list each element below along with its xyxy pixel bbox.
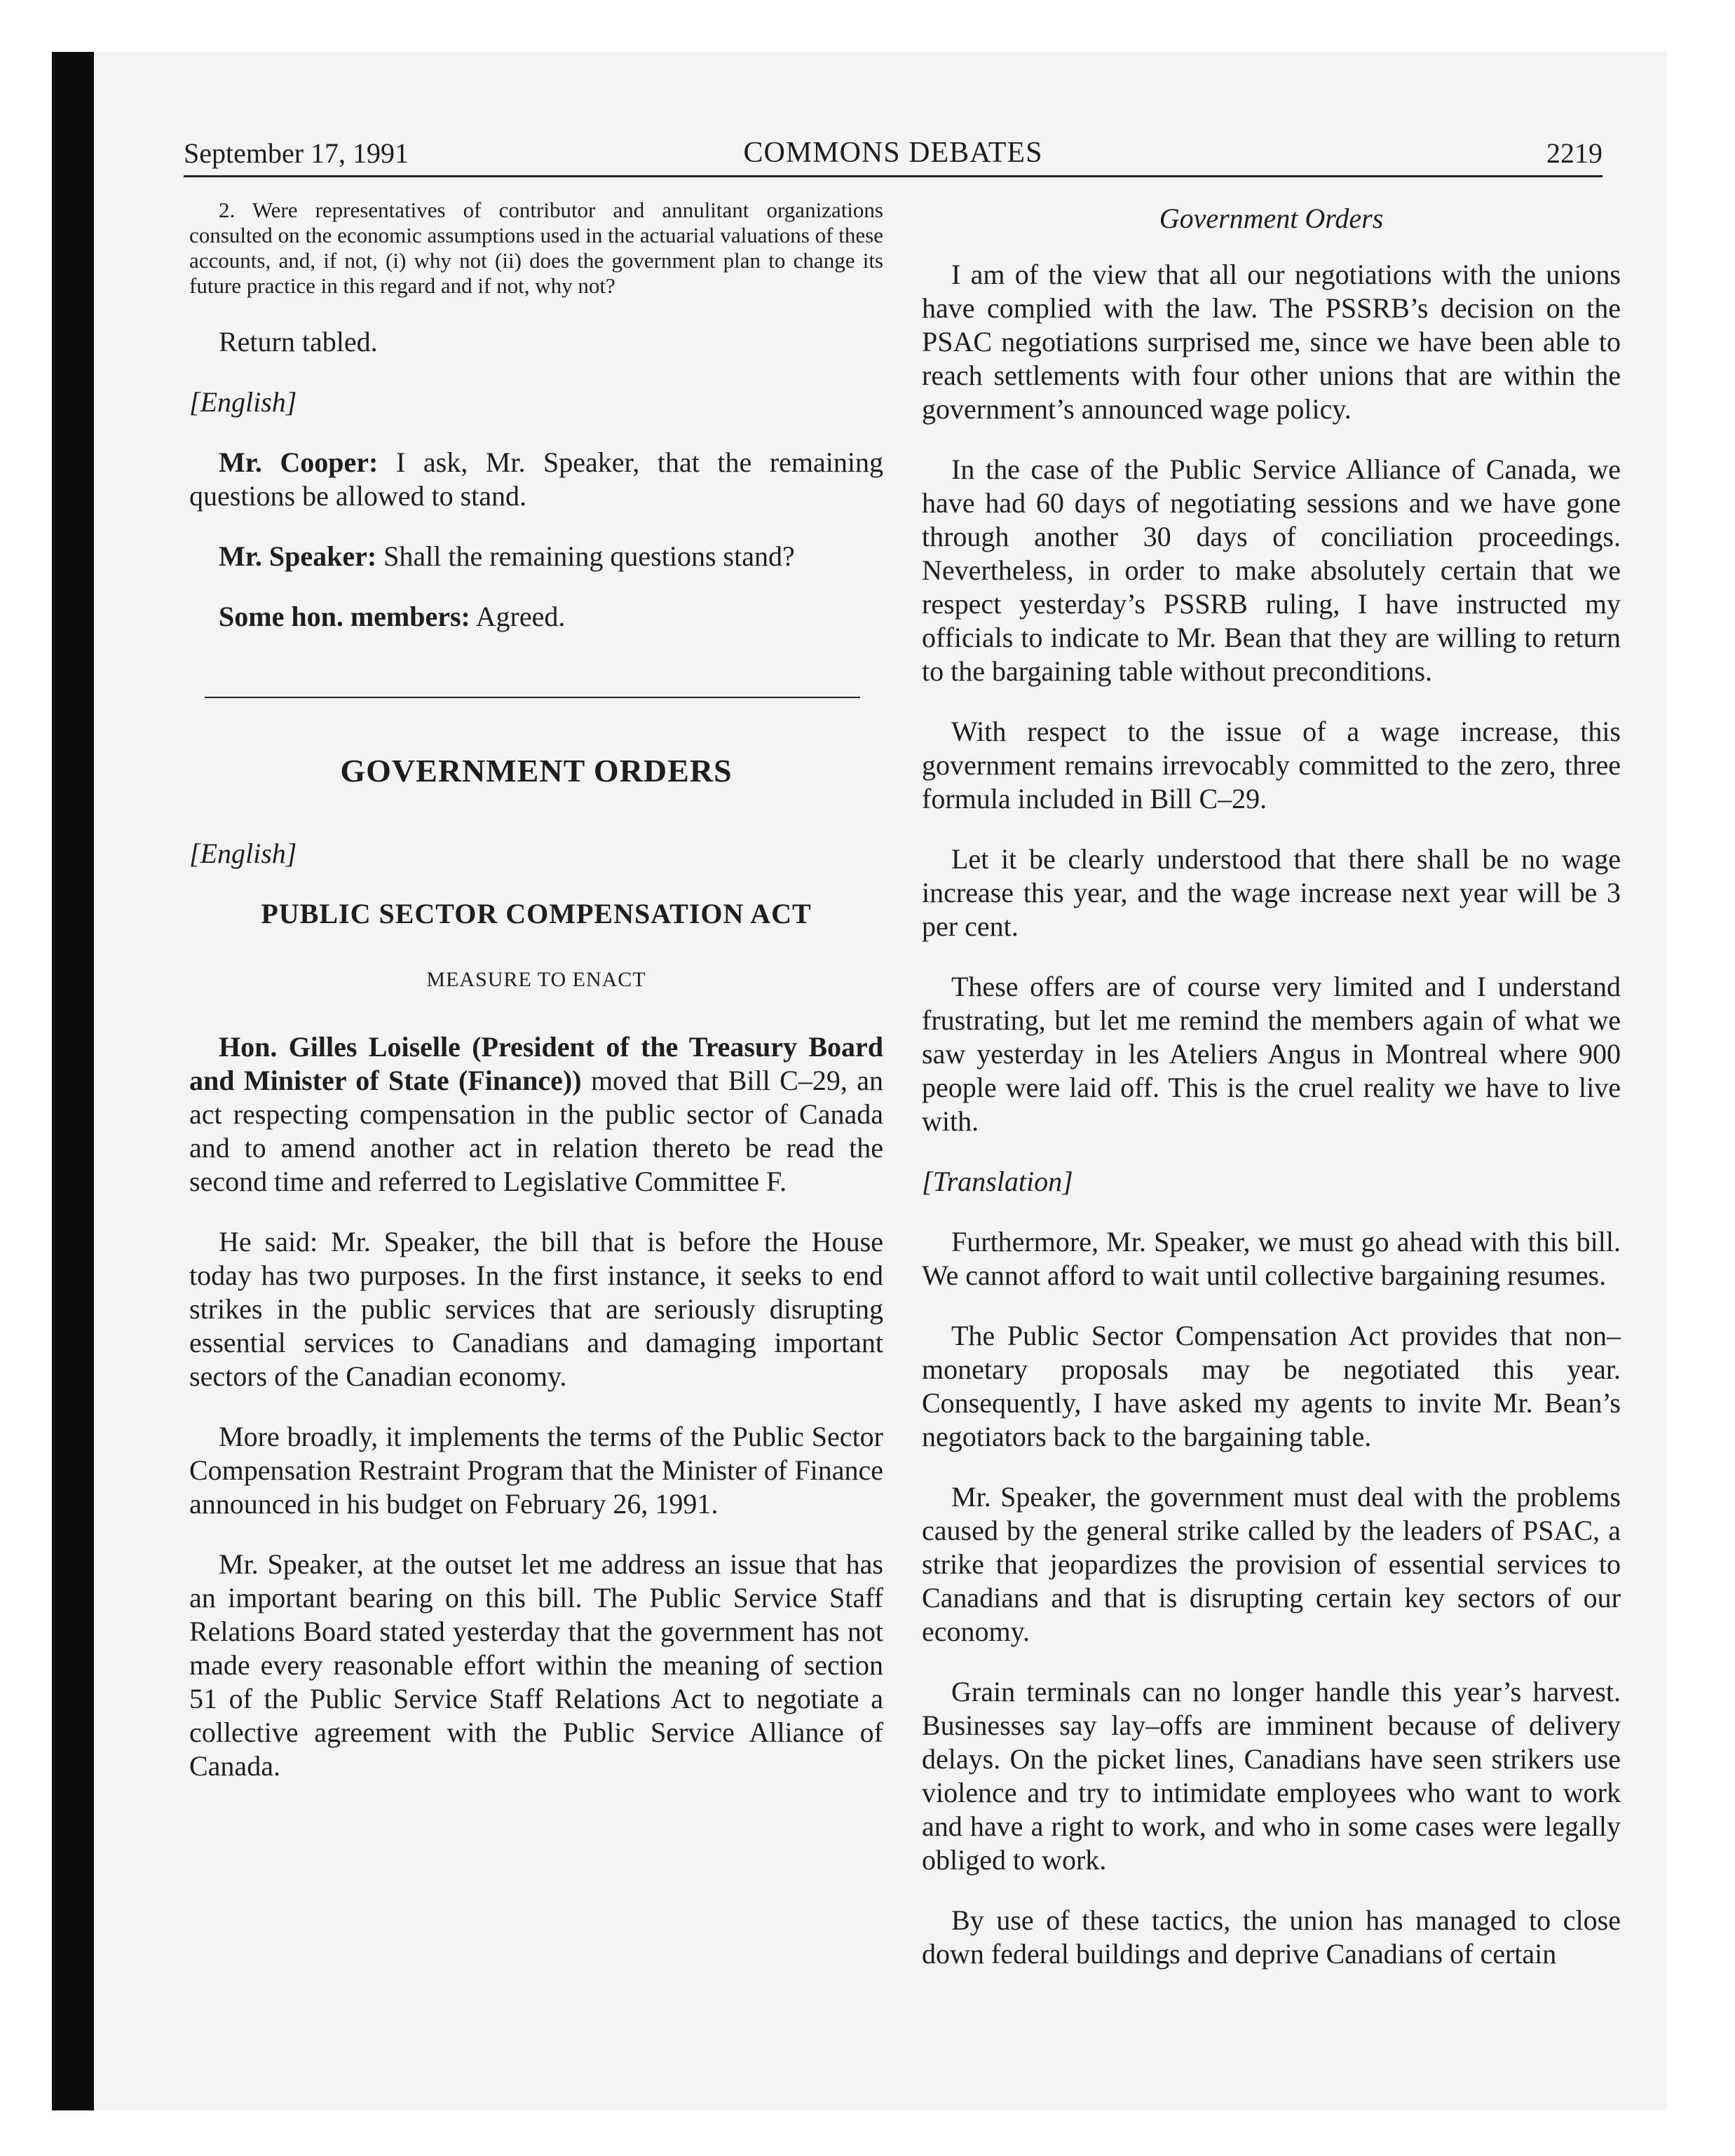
speech-paragraph: More broadly, it implements the terms of the Public Sector Compensation Restraint Program that the Minister of Finance announced in his budget on February 26, 1991.: [189, 1421, 883, 1520]
speaker-name: Mr. Speaker:: [219, 540, 377, 572]
speech-paragraph: [189, 446, 883, 513]
header-title: COMMONS DEBATES: [743, 137, 1043, 169]
written-question: 2. Were representatives of contributor and annulitant organizations consulted on the economic assumptions used in the actuarial valuations of these accounts, and, if not, (i) why not (ii) does the government plan to change its future practice in this regard and if not, why not?: [189, 198, 883, 298]
speaker-name: Mr. Cooper:: [219, 446, 379, 478]
right-column: [922, 198, 1621, 1998]
speech-paragraph: Let it be clearly understood that there shall be no wage increase this year, and the wage increase next year will be 3 per cent.: [922, 843, 1621, 942]
speech-paragraph: He said: Mr. Speaker, the bill that is before the House today has two purposes. In the first instance, it seeks to end strikes in the public services that are seriously disrupting essential services to Canadians and damaging important sectors of the Canadian economy.: [189, 1226, 883, 1392]
speech-paragraph: Mr. Speaker, the government must deal with the problems caused by the general strike called by the leaders of PSAC, a strike that jeopardizes the provision of essential services to Canadians and that is disrupting certain key sectors of our economy.: [922, 1481, 1621, 1647]
speech-paragraph: Grain terminals can no longer handle this year’s harvest. Businesses say lay–offs are imminent because of delivery delays. On the picket lines, Canadians have seen strikers use violence and try to intimidate employees who want to work and have a right to work, and who in some cases were legally obliged to work.: [922, 1676, 1621, 1876]
return-tabled: Return tabled.: [219, 326, 378, 357]
speech-paragraph: By use of these tactics, the union has managed to close down federal buildings and deprive Canadians of certain: [922, 1904, 1621, 1970]
running-head: Government Orders: [1159, 203, 1384, 234]
speaker-name: Some hon. members:: [219, 601, 470, 632]
speech-text: Agreed.: [475, 601, 566, 632]
bill-subheading: MEASURE TO ENACT: [426, 968, 646, 991]
page-header: [184, 126, 1603, 177]
speaker-name: Hon. Gilles Loiselle (President of the Treasury Board and Minister of State (Finance)): [189, 1031, 883, 1096]
bill-title: PUBLIC SECTOR COMPENSATION ACT: [261, 898, 812, 929]
language-tag: [English]: [189, 386, 297, 418]
speech-text: Shall the remaining questions stand?: [383, 540, 795, 572]
speech-paragraph: The Public Sector Compensation Act provides that non–monetary proposals may be negotiated this year. Consequently, I have asked my agents to invite Mr. Bean’s negotiators back to the bargaining table.: [922, 1320, 1621, 1452]
speech-text: I ask, Mr. Speaker, that the remaining questions be allowed to stand.: [189, 446, 884, 512]
speech-paragraph: [189, 540, 883, 573]
scan-edge-bar: [52, 52, 94, 2110]
language-tag: [Translation]: [922, 1166, 1073, 1197]
motion-paragraph: [189, 1030, 883, 1199]
section-divider: [205, 697, 860, 698]
speech-paragraph: Mr. Speaker, at the outset let me address an issue that has an important bearing on this bill. The Public Service Staff Relations Board stated yesterday that the government has not made every reasonable effort within the meaning of section 51 of the Public Service Staff Relations Act to negotiate a collective agreement with the Public Service Alliance of Canada.: [189, 1548, 883, 1782]
motion-text: moved that Bill C–29, an act respecting compensation in the public sector of Canada and to amend another act in relation thereto be read the second time and referred to Legislative Committee F.: [189, 1065, 884, 1197]
speech-paragraph: [189, 600, 883, 634]
section-title: GOVERNMENT ORDERS: [340, 753, 733, 789]
speech-paragraph: These offers are of course very limited and I understand frustrating, but let me remind the members again of what we saw yesterday in les Ateliers Angus in Montreal where 900 people were laid off. This is the cruel reality we have to live with.: [922, 971, 1621, 1137]
language-tag: [English]: [189, 838, 297, 869]
speech-paragraph: With respect to the issue of a wage increase, this government remains irrevocably committed to the zero, three formula included in Bill C–29.: [922, 716, 1621, 814]
speech-paragraph: In the case of the Public Service Alliance of Canada, we have had 60 days of negotiating sessions and we have gone through another 30 days of conciliation proceedings. Nevertheless, in order to make absolutely certain that we respect yesterday’s PSSRB ruling, I have instructed my officials to indicate to Mr. Bean that they are willing to return to the bargaining table without preconditions.: [922, 453, 1621, 687]
speech-paragraph: Furthermore, Mr. Speaker, we must go ahead with this bill. We cannot afford to wait until collective bargaining resumes.: [922, 1226, 1621, 1291]
left-column: [189, 198, 883, 1810]
header-date: September 17, 1991: [184, 137, 409, 169]
header-page-number: 2219: [1546, 137, 1603, 169]
speech-paragraph: I am of the view that all our negotiations with the unions have complied with the law. The PSSRB’s decision on the PSAC negotiations surprised me, since we have been able to reach settlements with four other unions that are within the government’s announced wage policy.: [922, 259, 1621, 425]
